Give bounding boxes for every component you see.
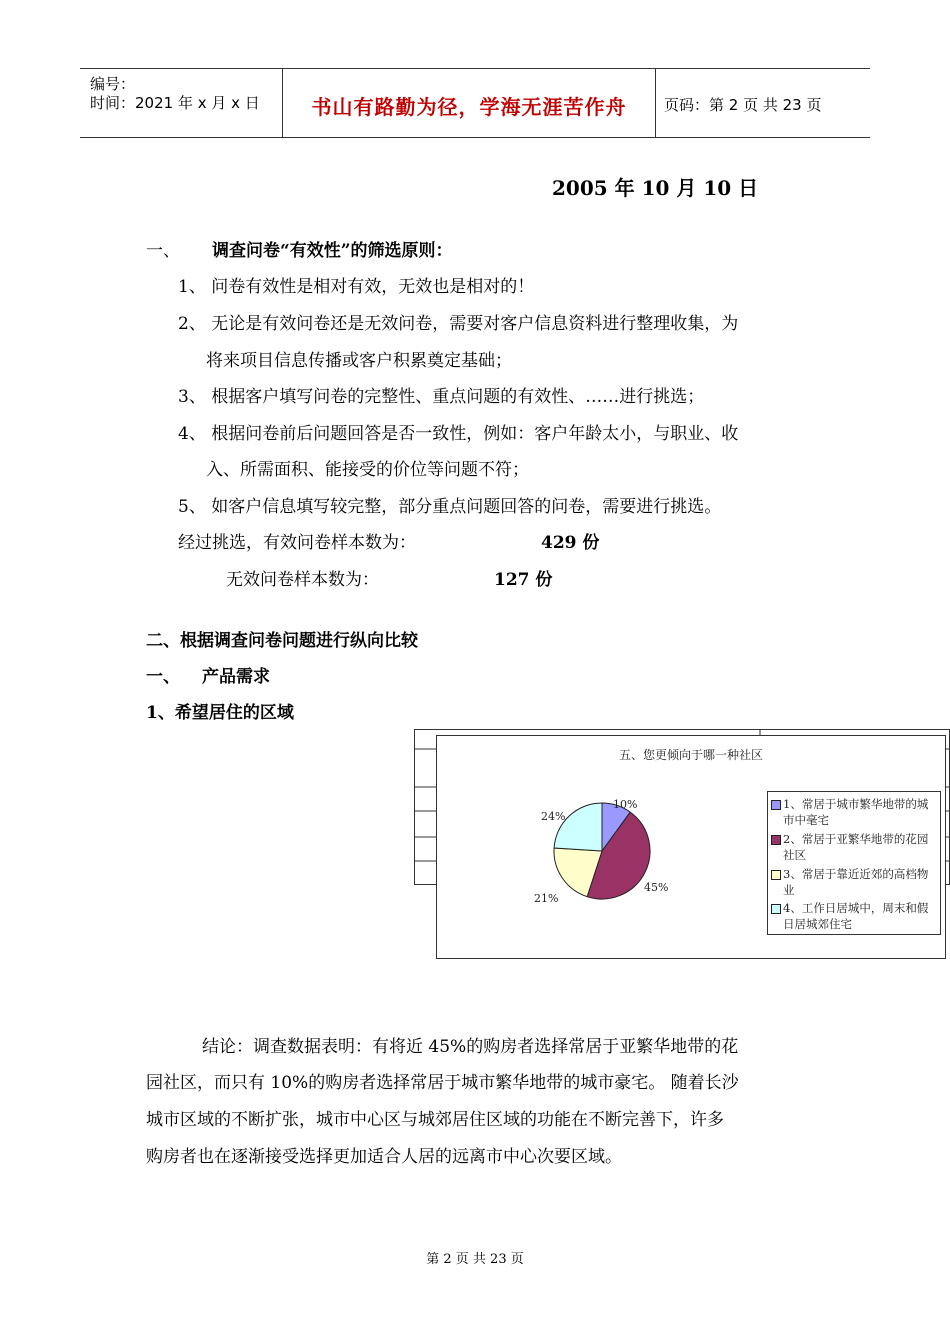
chart-title: 五、您更倾向于哪一种社区 bbox=[618, 748, 763, 762]
page-footer: 第 2 页 共 23 页 bbox=[426, 1252, 524, 1267]
pie-chart bbox=[436, 735, 946, 959]
header-right-cell bbox=[656, 69, 870, 137]
page-info: 页码：第 2 页 共 23 页 bbox=[664, 96, 822, 114]
slice-label: 45% bbox=[644, 881, 669, 894]
invalid-count-label: 无效问卷样本数为： bbox=[226, 570, 379, 590]
slice-label: 24% bbox=[541, 810, 566, 823]
legend-label: 1、常居于城市繁华地带的城市中毫宅 bbox=[783, 797, 929, 827]
document-date: 2005 年 10 月 10 日 bbox=[552, 176, 759, 200]
legend-swatch bbox=[771, 870, 781, 880]
serial-label: 编号： bbox=[90, 75, 136, 93]
legend-swatch bbox=[771, 800, 781, 810]
list-item-continuation: 入、所需面积、能接受的价位等问题不符； bbox=[206, 460, 529, 480]
slice-label: 21% bbox=[534, 892, 559, 905]
conclusion-line: 结论：调查数据表明：有将近 45%的购房者选择常居于亚繁华地带的花 bbox=[202, 1037, 739, 1057]
section-2-title: 二、根据调查问卷问题进行纵向比较 bbox=[146, 631, 418, 651]
question-title: 1、希望居住的区域 bbox=[146, 703, 294, 723]
time-label: 时间：2021 年 x 月 x 日 bbox=[90, 94, 260, 112]
page-header bbox=[80, 68, 870, 138]
section-1-title: 调查问卷“有效性”的筛选原则： bbox=[212, 241, 453, 261]
chart-legend bbox=[767, 791, 941, 935]
list-item: 2、 无论是有效问卷还是无效问卷，需要对客户信息资料进行整理收集，为 bbox=[178, 314, 739, 334]
legend-label: 4、工作日居城中，周末和假日居城郊住宅 bbox=[783, 901, 929, 931]
legend-label: 2、常居于亚繁华地带的花园社区 bbox=[783, 832, 929, 862]
legend-label: 3、常居于靠近近郊的高档物业 bbox=[783, 867, 929, 897]
list-item: 5、 如客户信息填写较完整，部分重点问题回答的问卷，需要进行挑选。 bbox=[178, 497, 722, 517]
conclusion-line: 园社区，而只有 10%的购房者选择常居于城市繁华地带的城市豪宅。 随着长沙 bbox=[146, 1073, 739, 1093]
subsection-title: 产品需求 bbox=[202, 667, 270, 687]
conclusion-line: 城市区域的不断扩张，城市中心区与城郊居住区域的功能在不断完善下，许多 bbox=[146, 1110, 724, 1130]
valid-count-value: 429 份 bbox=[541, 533, 600, 553]
legend-swatch bbox=[771, 835, 781, 845]
valid-count-label: 经过挑选，有效问卷样本数为： bbox=[178, 533, 416, 553]
legend-swatch bbox=[771, 904, 781, 914]
list-item: 1、 问卷有效性是相对有效，无效也是相对的！ bbox=[178, 277, 535, 297]
header-left-cell bbox=[80, 69, 282, 137]
list-item: 4、 根据问卷前后问题回答是否一致性，例如：客户年龄太小，与职业、收 bbox=[178, 424, 739, 444]
invalid-count-value: 127 份 bbox=[494, 570, 553, 590]
list-item-continuation: 将来项目信息传播或客户积累奠定基础； bbox=[206, 351, 512, 371]
section-1-number: 一、 bbox=[146, 241, 180, 261]
conclusion-line: 购房者也在逐渐接受选择更加适合人居的远离市中心次要区域。 bbox=[146, 1147, 622, 1167]
header-motto-cell bbox=[282, 69, 656, 137]
motto: 书山有路勤为径，学海无涯苦作舟 bbox=[311, 95, 627, 119]
slice-label: 10% bbox=[613, 798, 638, 811]
subsection-number: 一、 bbox=[146, 667, 180, 687]
list-item: 3、 根据客户填写问卷的完整性、重点问题的有效性、……进行挑选； bbox=[178, 387, 705, 407]
